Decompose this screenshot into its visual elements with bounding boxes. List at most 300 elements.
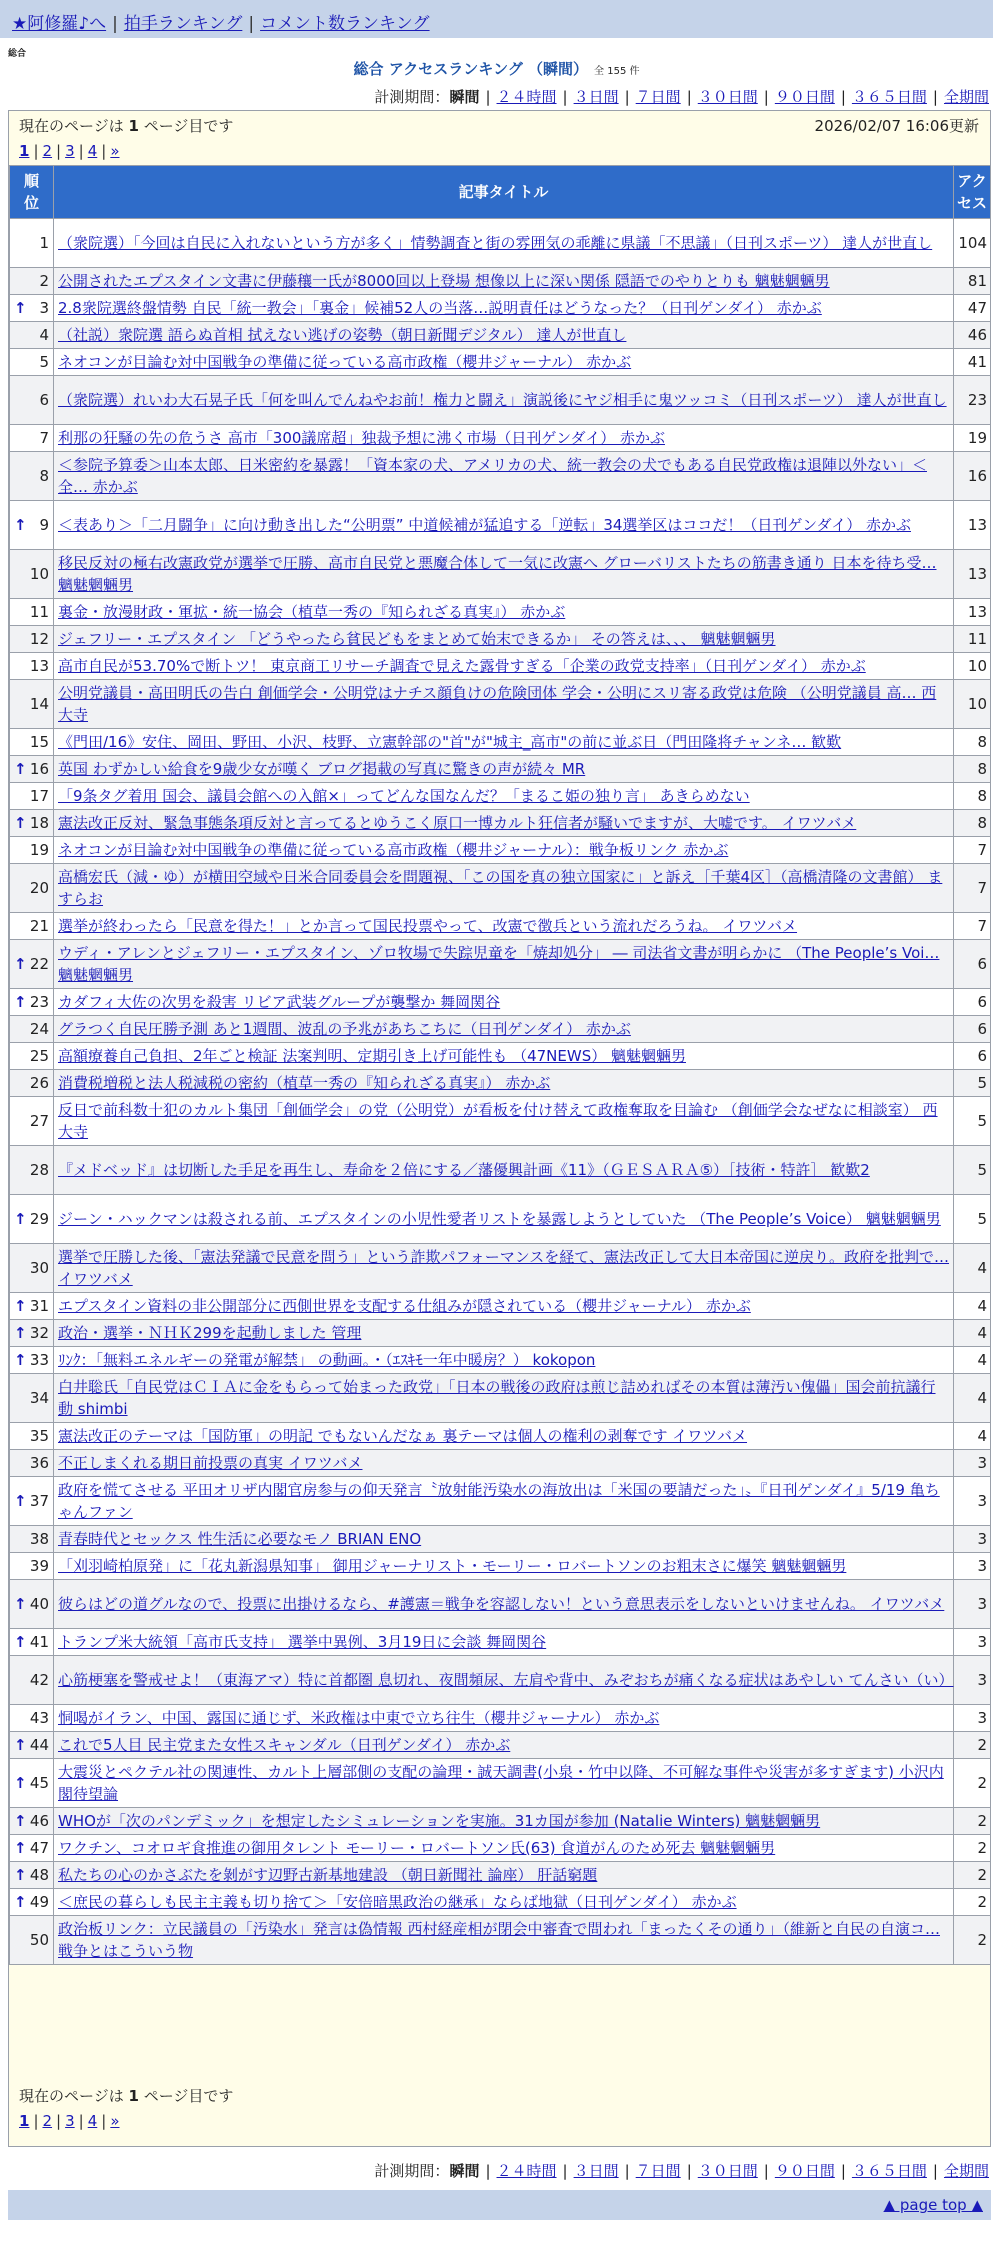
article-link[interactable]: ウディ・アレンとジェフリー・エプスタイン、ゾロ牧場で失踪児童を「焼却処分」 ― 司法省文書が明らかに （The People’s Voi… 魑魅魍魎男 [58,944,940,984]
rank-cell [10,864,54,913]
current-page-text: 現在のページは 1 ページ目です [19,2087,234,2105]
article-link[interactable]: （社説）衆院選 語らぬ首相 拭えない逃げの姿勢（朝日新聞デジタル） 達人が世直し [58,326,627,344]
rank-number: 30 [29,1259,49,1277]
article-link[interactable]: ネオコンが目論む対中国戦争の準備に従っている高市政権（櫻井ジャーナル）：戦争板リンク 赤かぶ [58,841,729,859]
page-link[interactable]: » [110,2112,120,2130]
access-count: 13 [954,599,991,626]
rank-number: 15 [29,733,49,751]
title-cell [54,1450,954,1477]
rank-number: 14 [29,695,49,713]
period-link[interactable]: ３６５日間 [851,88,927,106]
article-link[interactable]: 大震災とペクテル社の関連性、カルト上層部側の支配の論理・誠天調書(小泉・竹中以降、不可解な事件や災害が多すぎます) 小沢内閣待望論 [58,1763,944,1803]
total-count: 全 155 件 [594,66,640,77]
title-cell [54,501,954,550]
page-link[interactable]: 3 [65,142,75,160]
rank-number: 6 [39,391,49,409]
rank-cell [10,501,54,550]
page-sep: | [56,2112,62,2130]
access-count: 5 [954,1070,991,1097]
table-row [10,1835,991,1862]
rank-cell [10,810,54,837]
period-sep: | [624,88,630,106]
title-cell [54,322,954,349]
title-cell [54,1146,954,1195]
article-link[interactable]: トランプ米大統領「高市氏支持」 選挙中異例、3月19日に会談 舞岡関谷 [58,1633,547,1651]
access-count: 81 [954,268,991,295]
rank-cell [10,783,54,810]
rank-number: 11 [29,603,49,621]
rank-cell [10,837,54,864]
rank-number: 2 [39,272,49,290]
table-row [10,1070,991,1097]
access-count: 3 [954,1629,991,1656]
access-count: 8 [954,810,991,837]
pager-top [19,115,979,160]
title-cell [54,1374,954,1423]
period-link[interactable]: ３日間 [573,88,619,106]
rank-number: 20 [29,879,49,897]
rank-number: 36 [29,1454,49,1472]
rank-number: 10 [29,565,49,583]
article-link[interactable]: 青春時代とセックス 性生活に必要なモノ BRIAN ENO [58,1530,422,1548]
title-cell [54,1244,954,1293]
rank-number: 28 [29,1161,49,1179]
access-count: 3 [954,1526,991,1553]
title-cell [54,940,954,989]
title-cell [54,268,954,295]
rank-cell [10,452,54,501]
table-row [10,1759,991,1808]
article-link[interactable]: ネオコンが目論む対中国戦争の準備に従っている高市政権（櫻井ジャーナル） 赤かぶ [58,353,632,371]
period-sep: | [485,2162,491,2180]
page-top-link[interactable]: ▲ page top ▲ [883,2196,983,2214]
table-row [10,1580,991,1629]
table-row [10,376,991,425]
article-link[interactable]: WHOが「次のパンデミック」を想定したシミュレーションを実施。31カ国が参加 (Natalie Winters) 魑魅魍魎男 [58,1812,821,1830]
rank-cell [10,1320,54,1347]
access-count: 2 [954,1889,991,1916]
rank-number: 45 [29,1774,49,1792]
table-row [10,1862,991,1889]
access-count: 3 [954,1580,991,1629]
table-row [10,864,991,913]
table-row [10,452,991,501]
period-sep: | [624,2162,630,2180]
title-cell [54,1889,954,1916]
period-sep: | [932,2162,938,2180]
access-count: 104 [954,219,991,268]
title-cell [54,1293,954,1320]
rank-cell [10,1759,54,1808]
title-cell [54,425,954,452]
period-link[interactable]: ９０日間 [774,88,835,106]
period-sep: | [562,88,568,106]
article-link[interactable]: 利那の狂騒の先の危うさ 高市「300議席超」独裁予想に沸く市場（日刊ゲンダイ） 赤かぶ [58,429,665,447]
title-cell [54,1732,954,1759]
article-link[interactable]: 高橋宏氏（減・ゆ）が横田空域や日米合同委員会を問題視、「この国を真の独立国家に」と訴え［千葉4区］（高橋清隆の文書館） ますらお [58,868,943,908]
rank-cell [10,268,54,295]
period-link[interactable]: ３日間 [573,2162,619,2180]
article-link[interactable]: 公明党議員・高田明氏の告白 創価学会・公明党はナチス顔負けの危険団体 学会・公明にスリ寄る政党は危険 （公明党議員 高… 西大寺 [58,684,937,724]
article-link[interactable]: ＜庶民の暮らしも民主主義も切り捨て＞「安倍暗黒政治の継承」ならば地獄（日刊ゲンダイ） 赤かぶ [58,1893,737,1911]
article-link[interactable]: 白井聡氏「自民党はＣＩＡに金をもらって始まった政党」「日本の戦後の政府は煎じ詰めればその本質は薄汚い傀儡」国会前抗議行動 shimbi [58,1378,936,1418]
article-link[interactable]: ＜表あり＞「二月闘争」に向け動き出した“公明票” 中道候補が猛追する「逆転」34選挙区はココだ！（日刊ゲンダイ） 赤かぶ [58,516,911,534]
rank-number: 34 [29,1389,49,1407]
article-link[interactable]: 消費税増税と法人税減税の密約（植草一秀の『知られざる真実』） 赤かぶ [58,1074,551,1092]
period-link[interactable]: ３０日間 [697,2162,758,2180]
page-link[interactable]: 3 [65,2112,75,2130]
rank-cell [10,376,54,425]
period-sep: | [562,2162,568,2180]
rank-up-arrow-icon: ↑ [14,760,27,778]
table-row [10,1043,991,1070]
table-row [10,1629,991,1656]
article-link[interactable]: カダフィ大佐の次男を殺害 リビア武装グループが襲撃か 舞岡関谷 [58,993,501,1011]
page-sep: | [101,142,107,160]
access-count: 5 [954,1146,991,1195]
period-link[interactable]: ９０日間 [774,2162,835,2180]
article-link[interactable]: 「9条タグ着用 国会、議員会館への入館×」ってどんな国なんだ？「まるこ姫の独り言」 あきらめない [58,787,750,805]
rank-number: 13 [29,657,49,675]
period-link[interactable]: 全期間 [943,2162,989,2180]
rank-number: 40 [29,1595,49,1613]
article-link[interactable]: ワクチン、コオロギ食推進の御用タレント モーリー・ロバートソン氏(63) 食道がんのため死去 魑魅魍魎男 [58,1839,776,1857]
rank-cell [10,1862,54,1889]
article-link[interactable]: 移民反対の極右改憲政党が選挙で圧勝、高市自民党と悪魔合体して一気に改憲へ グローバリストたちの筋書き通り 日本を待ち受… 魑魅魍魎男 [58,554,937,594]
category-label: 総合 [8,49,27,59]
rank-cell [10,1580,54,1629]
rank-up-arrow-icon: ↑ [14,814,27,832]
rank-number: 3 [39,299,49,317]
rank-number: 29 [29,1210,49,1228]
rank-up-arrow-icon: ↑ [14,1297,27,1315]
access-count: 3 [954,1656,991,1705]
article-link[interactable]: 恫喝がイラン、中国、露国に通じず、米政権は中東で立ち往生（櫻井ジャーナル） 赤かぶ [58,1709,660,1727]
rank-number: 21 [29,917,49,935]
rank-number: 43 [29,1709,49,1727]
rank-cell [10,425,54,452]
rank-number: 48 [29,1866,49,1884]
table-row [10,322,991,349]
access-count: 2 [954,1835,991,1862]
table-row [10,1450,991,1477]
title-cell [54,376,954,425]
page-sep: | [33,142,39,160]
rank-number: 33 [29,1351,49,1369]
period-link[interactable]: ３０日間 [697,88,758,106]
article-link[interactable]: （衆院選）れいわ大石晃子氏「何を叫んでんねやお前！権力と闘え」演説後にヤジ相手に鬼ツッコミ（日刊スポーツ） 達人が世直し [58,391,947,409]
table-row [10,1195,991,1244]
rank-cell [10,940,54,989]
article-link[interactable]: 高市自民が53.70%で断トツ！ 東京商工リサーチ調査で見えた露骨すぎる「企業の政党支持率」（日刊ゲンダイ） 赤かぶ [58,657,866,675]
title-cell [54,1526,954,1553]
rank-up-arrow-icon: ↑ [14,993,27,1011]
title-cell [54,1320,954,1347]
access-count: 8 [954,756,991,783]
access-count: 6 [954,1016,991,1043]
table-row [10,1916,991,1965]
title-cell [54,626,954,653]
rank-number: 4 [39,326,49,344]
rank-number: 35 [29,1427,49,1445]
access-count: 47 [954,295,991,322]
rank-cell [10,1916,54,1965]
table-row [10,1097,991,1146]
access-count: 5 [954,1195,991,1244]
title-cell [54,1423,954,1450]
title-cell [54,1656,954,1705]
period-sep: | [686,2162,692,2180]
access-count: 41 [954,349,991,376]
table-row [10,626,991,653]
rank-up-arrow-icon: ↑ [14,299,27,317]
rank-number: 25 [29,1047,49,1065]
period-link[interactable]: 全期間 [943,88,989,106]
article-link[interactable]: 《門田/16》安住、岡田、野田、小沢、枝野、立憲幹部の"首"が"城主_高市"の前に並ぶ日（門田隆将チャンネ… 歓歎 [58,733,842,751]
access-count: 2 [954,1916,991,1965]
rank-number: 26 [29,1074,49,1092]
page-links-top [19,142,979,160]
period-sep: | [686,88,692,106]
rank-up-arrow-icon: ↑ [14,955,27,973]
title-cell [54,1862,954,1889]
current-page-number: 1 [128,2087,139,2105]
title-cell [54,837,954,864]
access-count: 6 [954,940,991,989]
page-link[interactable]: 2 [42,2112,53,2130]
table-row [10,1423,991,1450]
rank-cell [10,1656,54,1705]
period-link[interactable]: ７日間 [635,2162,681,2180]
table-row [10,783,991,810]
header-rank: 順位 [10,166,54,219]
rank-cell [10,680,54,729]
article-link[interactable]: 政府を慌てさせる 平田オリザ内閣官房参与の仰天発言〝放射能汚染水の海放出は「米国の要請だった」〟『日刊ゲンダイ』5/19 亀ちゃんファン [58,1481,940,1521]
rank-cell [10,322,54,349]
rank-number: 31 [29,1297,49,1315]
rank-cell [10,1293,54,1320]
rank-cell [10,219,54,268]
table-row [10,653,991,680]
period-link[interactable]: ２４時間 [496,2162,557,2180]
article-link[interactable]: （衆院選）「今回は自民に入れないという方が多く」情勢調査と街の雰囲気の乖離に県議「不思議」（日刊スポーツ） 達人が世直し [58,234,933,252]
page-link[interactable]: 4 [87,142,98,160]
table-row [10,1553,991,1580]
article-link[interactable]: 憲法改正反対、緊急事態条項反対と言ってるとゆうこく原口一博カルト狂信者が騒いでますが、大嘘です。 イワツバメ [58,814,857,832]
rank-cell [10,729,54,756]
rank-number: 39 [29,1557,49,1575]
article-link[interactable]: 選挙で圧勝した後、「憲法発議で民意を問う」という詐欺パフォーマンスを経て、憲法改正して大日本帝国に逆戻り。政府を批判で… イワツバメ [58,1248,950,1288]
rank-up-arrow-icon: ↑ [14,1774,27,1792]
access-count: 23 [954,376,991,425]
title-cell [54,783,954,810]
rank-number: 22 [29,955,49,973]
table-row [10,989,991,1016]
table-row [10,913,991,940]
table-row [10,680,991,729]
article-link[interactable]: 公開されたエプスタイン文書に伊藤穰一氏が8000回以上登場 想像以上に深い関係 隠語でのやりとりも 魑魅魍魎男 [58,272,830,290]
rank-cell [10,1374,54,1423]
ranking-table-body [10,219,991,1965]
article-link[interactable]: 選挙が終わったら「民意を得た！」とか言って国民投票やって、改憲で徴兵という流れだろうね。 イワツバメ [58,917,798,935]
rank-number: 23 [29,993,49,1011]
access-count: 2 [954,1759,991,1808]
rank-cell [10,1889,54,1916]
table-row [10,1293,991,1320]
page-link[interactable]: » [110,142,120,160]
access-count: 2 [954,1732,991,1759]
table-row [10,1526,991,1553]
page-link[interactable]: 2 [42,142,53,160]
rank-number: 42 [29,1671,49,1689]
page-link-current[interactable]: 1 [19,142,30,160]
rank-cell [10,295,54,322]
rank-cell [10,599,54,626]
access-count: 8 [954,729,991,756]
rank-up-arrow-icon: ↑ [14,1351,27,1369]
table-row [10,1347,991,1374]
rank-number: 46 [29,1812,49,1830]
period-link[interactable]: ３６５日間 [851,2162,927,2180]
rank-cell [10,1043,54,1070]
rank-cell [10,1732,54,1759]
rank-up-arrow-icon: ↑ [14,1633,27,1651]
rank-cell [10,1553,54,1580]
article-link[interactable]: エプスタイン資料の非公開部分に西側世界を支配する仕組みが隠されている（櫻井ジャーナル） 赤かぶ [58,1297,751,1315]
access-count: 3 [954,1450,991,1477]
rank-up-arrow-icon: ↑ [14,1595,27,1613]
title-cell [54,729,954,756]
article-link[interactable]: 高額療養自己負担、2年ごと検証 法案判明、定期引き上げ可能性も （47NEWS） 魑魅魍魎男 [58,1047,686,1065]
article-link[interactable]: ジェフリー・エプスタイン 「どうやったら貧民どもをまとめて始末できるか」 その答えは、、、 魑魅魍魎男 [58,630,776,648]
rank-cell [10,1705,54,1732]
title-cell [54,1580,954,1629]
access-count: 13 [954,501,991,550]
access-count: 7 [954,837,991,864]
article-link[interactable]: 反日で前科数十犯のカルト集団「創価学会」の党（公明党）が看板を付け替えて政権奪取を目論む （創価学会なぜなに相談室） 西大寺 [58,1101,938,1141]
rank-number: 5 [39,353,49,371]
period-sep: | [763,2162,769,2180]
article-link[interactable]: 彼らはどの道グルなので、投票に出掛けるなら、#護憲＝戦争を容認しない！という意思表示をしないといけませんね。 イワツバメ [58,1595,945,1613]
article-link[interactable]: 心筋梗塞を警戒せよ！（東海アマ）特に首都圏 息切れ、夜間頻尿、左肩や背中、みぞおちが痛くなる症状はあやしい てんさい（い） [58,1671,954,1689]
article-link[interactable]: ＜参院予算委＞山本太郎、日米密約を暴露！「資本家の犬、アメリカの犬、統一教会の犬でもある自民党政権は退陣以外ない」＜全… 赤かぶ [58,456,927,496]
nav-link-comment-ranking[interactable]: コメント数ランキング [260,14,430,34]
article-link[interactable]: 私たちの心のかさぶたを剝がす辺野古新基地建設 （朝日新聞社 論座） 肝話窮題 [58,1866,598,1884]
rank-number: 27 [29,1112,49,1130]
table-row [10,349,991,376]
page-sep: | [33,2112,39,2130]
article-link[interactable]: 英国 わずかしい給食を9歳少女が嘆く ブログ掲載の写真に驚きの声が続々 MR [58,760,586,778]
page-link-current[interactable]: 1 [19,2112,30,2130]
access-count: 8 [954,783,991,810]
rank-up-arrow-icon: ↑ [14,1812,27,1830]
pager-bottom [19,2085,233,2130]
rank-cell [10,1808,54,1835]
current-page-text: 現在のページは 1 ページ目です [19,117,234,135]
title-cell [54,1070,954,1097]
rank-number: 44 [29,1736,49,1754]
current-page-number: 1 [128,117,139,135]
access-count: 7 [954,913,991,940]
article-link[interactable]: 憲法改正のテーマは「国防軍」の明記 でもないんだなぁ 裏テーマは個人の権利の剥奪です イワツバメ [58,1427,748,1445]
nav-link-applause-ranking[interactable]: 拍手ランキング [123,14,243,34]
rank-cell [10,989,54,1016]
rank-up-arrow-icon: ↑ [14,1893,27,1911]
access-count: 10 [954,680,991,729]
article-link[interactable]: 2.8衆院選終盤情勢 自民「統一教会」「裏金」候補52人の当落…説明責任はどうなった？（日刊ゲンダイ） 赤かぶ [58,299,822,317]
access-count: 3 [954,1553,991,1580]
article-link[interactable]: ジーン・ハックマンは殺される前、エプスタインの小児性愛者リストを暴露しようとしていた （The People’s Voice） 魑魅魍魎男 [58,1210,941,1228]
article-link[interactable]: 「刈羽崎柏原発」に「花丸新潟県知事」 御用ジャーナリスト・モーリー・ロバートソンのお粗末さに爆笑 魑魅魍魎男 [58,1557,847,1575]
rank-up-arrow-icon: ↑ [14,1324,27,1342]
title-cell [54,295,954,322]
article-link[interactable]: 『メドベッド』は切断した手足を再生し、寿命を２倍にする／藩優興計画《11》（ＧＥＳＡＲＡ⑤）［技術・特許］ 歓歎2 [58,1161,870,1179]
period-link[interactable]: ７日間 [635,88,681,106]
page-link[interactable]: 4 [87,2112,98,2130]
article-link[interactable]: 裏金・放漫財政・軍拡・統一協会（植草一秀の『知られざる真実』） 赤かぶ [58,603,566,621]
period-label: 計測期間： [374,88,450,106]
period-link[interactable]: ２４時間 [496,88,557,106]
title-cell [54,349,954,376]
access-count: 3 [954,1477,991,1526]
rank-cell [10,1835,54,1862]
table-row [10,295,991,322]
nav-link-asyura[interactable]: ★阿修羅♪へ [12,14,107,34]
updated-timestamp: 2026/02/07 16:06更新 [814,117,979,135]
title-cell [54,756,954,783]
rank-cell [10,1629,54,1656]
page-sep: | [78,142,84,160]
access-count: 3 [954,1705,991,1732]
footer-bar [8,2190,991,2220]
rank-cell [10,756,54,783]
page-sep: | [101,2112,107,2130]
access-count: 4 [954,1244,991,1293]
access-count: 2 [954,1862,991,1889]
period-sep: | [485,88,491,106]
rank-number: 19 [29,841,49,859]
title-cell [54,550,954,599]
table-row [10,550,991,599]
table-row [10,1705,991,1732]
rank-number: 38 [29,1530,49,1548]
ranking-panel [8,110,991,2147]
rank-up-arrow-icon: ↑ [14,1736,27,1754]
article-link[interactable]: 不正しまくれる期日前投票の真実 イワツバメ [58,1454,363,1472]
rank-cell [10,1195,54,1244]
table-row [10,1889,991,1916]
rank-cell [10,653,54,680]
title-cell [54,653,954,680]
article-link[interactable]: 政治・選挙・ＮＨＫ299を起動しました 管理 [58,1324,362,1342]
article-link[interactable]: これで5人目 民主党また女性スキャンダル（日刊ゲンダイ） 赤かぶ [58,1736,511,1754]
title-cell [54,1195,954,1244]
table-row [10,1146,991,1195]
access-count: 19 [954,425,991,452]
rank-up-arrow-icon: ↑ [14,1866,27,1884]
rank-cell [10,626,54,653]
title-cell [54,1043,954,1070]
article-link[interactable]: ﾘﾝｸ：「無料エネルギーの発電が解禁」 の動画。・（ｴｽｷﾓ一年中暖房？） kokopon [58,1351,596,1369]
access-count: 4 [954,1423,991,1450]
title-cell [54,864,954,913]
article-link[interactable]: 政治板リンク：立民議員の「汚染水」発言は偽情報 西村経産相が閉会中審査で問われ「まったくその通り」（維新と自民の自演コ… 戦争とはこういう物 [58,1920,940,1960]
period-selector-top [374,86,989,107]
article-link[interactable]: グラつく自民圧勝予測 あと1週間、波乱の予兆があちこちに（日刊ゲンダイ） 赤かぶ [58,1020,631,1038]
period-current: 瞬間 [449,88,480,106]
period-sep: | [840,2162,846,2180]
title-cell [54,599,954,626]
